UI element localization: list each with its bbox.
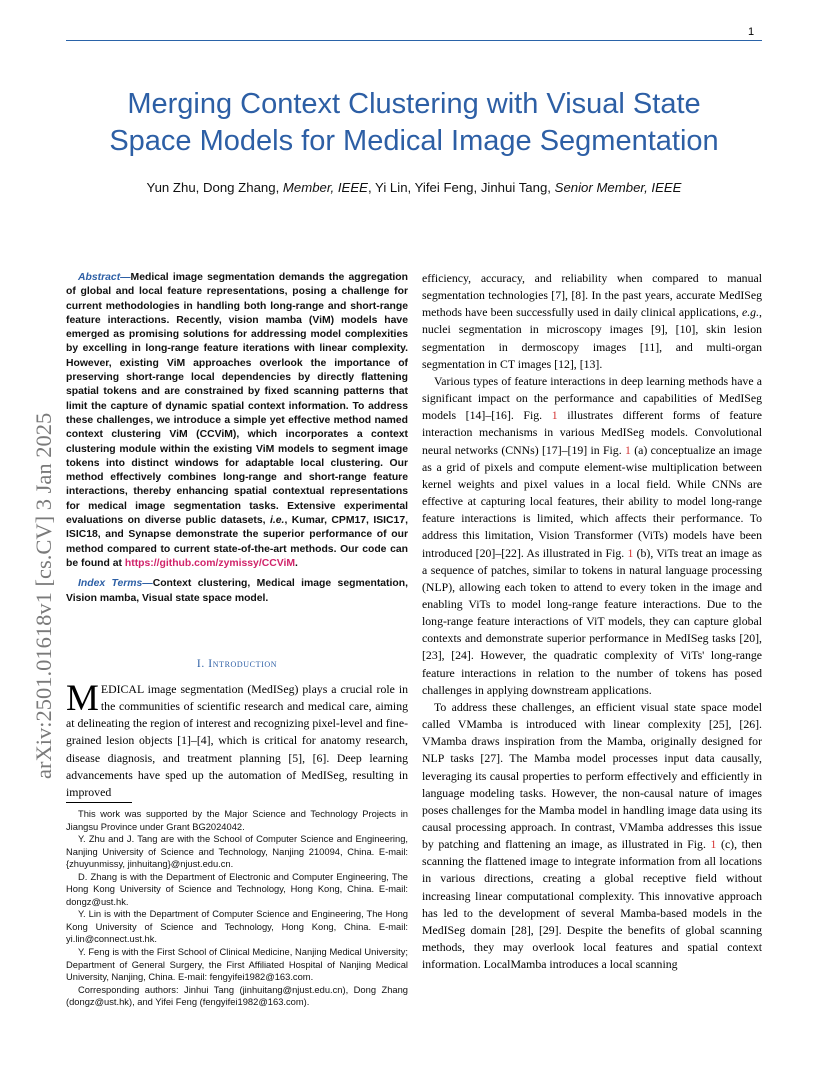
abstract-label: Abstract— [78, 272, 131, 283]
right-text-3b: (c), then scanning the flattened image to integrate information from all locations in various directions, creating a global receptive field without increasing linear computational complexity. This innovative approach has led to the development of several Mamba-based models in the MedISeg domain [28], [29]. Despite the benefits of global scanning methods, they may overlook local features and spatial context information. LocalMamba introduces a local scanning [422, 837, 762, 972]
authors-role-2: Senior Member, IEEE [554, 180, 682, 195]
right-text-2a: Various types of feature interactions in deep learning methods have a significant impact on the performance and capabilities of MedISeg models [14]–[16]. Fig. [422, 373, 762, 423]
intro-left-column [66, 678, 408, 801]
authors-part-1: Yun Zhu, Dong Zhang, [146, 180, 280, 195]
page-number: 1 [748, 26, 755, 38]
right-column [422, 270, 762, 973]
title-line-2: Space Models for Medical Image Segmentation [109, 125, 719, 157]
footnote-affiliation-lin: Y. Lin is with the Department of Computer Science and Engineering, The Hong Kong University of Science and Technology, Hong Kong, China. E-mail: yi.lin@connect.ust.hk. [66, 909, 408, 945]
right-text-1b: , nuclei segmentation in microscopy images [9], [10], skin lesion segmentation in dermoscopy images [11], and multi-organ segmentation in CT images [12], [13]. [422, 305, 762, 371]
right-eg: e.g. [742, 305, 760, 320]
index-terms-label: Index Terms— [78, 578, 153, 590]
code-link[interactable]: https://github.com/zymissy/CCViM [124, 557, 296, 569]
index-terms [66, 577, 408, 606]
arxiv-side-stamp: arXiv:2501.01618v1 [cs.CV] 3 Jan 2025 [31, 412, 56, 779]
header-rule [66, 40, 762, 41]
footnote-rule [66, 802, 132, 803]
abstract-text-2: , Kumar, CPM17, ISIC17, ISIC18, and Synapse demonstrate the superior performance of our method compared to current state-of-the-art methods. Our code can be found at [66, 515, 408, 569]
fig-ref-2[interactable]: 1 [624, 442, 631, 457]
intro-paragraph-1 [66, 678, 408, 801]
right-text-2b: illustrates different forms of feature interaction mechanisms in various MedISeg models. Convolutional neural networks (CNNs) [17]–[19] in Fig. [422, 408, 763, 457]
abstract-ie: i.e. [269, 515, 285, 527]
section-heading-introduction: I. Introduction [196, 658, 278, 670]
author-list [40, 180, 788, 195]
abstract-end: . [295, 557, 298, 569]
fig-ref-3[interactable]: 1 [627, 545, 634, 560]
authors-role-1: Member, IEEE [282, 180, 368, 195]
right-paragraph-3 [422, 699, 762, 974]
footnote-affiliation-zhang: D. Zhang is with the Department of Electronic and Computer Engineering, The Hong Kong University of Science and Technology, Hong Kong, China. E-mail: dongz@ust.hk. [66, 871, 408, 907]
right-text-2c: (a) conceptualize an image as a grid of pixels and compute element-wise multiplication between kernel weights and pixel values in a local field. While CNNs are effective at capturing local features, their ability to model long-range feature interactions is limited, which affects their performance. To address this limitation, Vision Transformer (ViTs) models have been introduced [20]–[22]. As illustrated in Fig. [422, 442, 763, 560]
right-text-1a: efficiency, accuracy, and reliability when compared to manual segmentation technologies [7], [8]. In the past years, accurate MedISeg methods have been successfully used in daily clinical applications, [422, 271, 762, 320]
paper-title [40, 86, 788, 160]
footnote-affiliation-feng: Y. Feng is with the First School of Clinical Medicine, Nanjing Medical University; Department of General Surgery, the First Affiliated Hospital of Nanjing Medical University, Nanjing, China. E-mail: fengyifei1982@163.com. [66, 947, 408, 983]
right-text-2d: (b), ViTs treat an image as a sequence of patches, similar to tokens in natural language processing (NLP), allowing each token to attend to every token in the image and enabling ViTs to model long-range feature interactions. Due to the long-range feature interactions of ViT models, they can capture global contexts and demonstrate superior performance in MedISeg tasks [20], [23], [24]. However, the quadratic complexity of ViTs' long-range feature interactions in relation to the number of tokens has posed challenges in applying downstream applications. [422, 545, 763, 697]
right-text-3a: To address these challenges, an efficient visual state space model called VMamba is introduced with linear complexity [25], [26]. VMamba draws inspiration from the Mamba, originally designed for NLP tasks [27]. The Mamba model processes input data causally, leveraging its causal properties to perform effectively and efficiently in language modeling tasks. However, the non-causal nature of images poses challenges for the Mamba model in handling image data using its causal processing approach. In contrast, VMamba addresses this issue by patching and flattening an image, as illustrated in Fig. [422, 699, 762, 852]
right-paragraph-1 [422, 270, 762, 373]
intro-text-1: EDICAL image segmentation (MedISeg) plays a crucial role in the communities of scientific research and medical care, aiming at delineating the region of interest and recognizing pixel-level and fine-grained lesion objects [1]–[4], which is critical for anatomy research, disease diagnosis, and treatment planning [5], [6]. Deep learning advancements have sped up the automation of MedISeg, resulting in improved [66, 682, 408, 799]
authors-part-2: , Yi Lin, Yifei Feng, Jinhui Tang, [367, 180, 551, 195]
fig-ref-4[interactable]: 1 [710, 837, 717, 852]
index-terms-text: Context clustering, Medical image segmentation, Vision mamba, Visual state space model. [66, 578, 408, 604]
footnotes [66, 808, 408, 1009]
right-paragraph-2 [422, 373, 762, 699]
abstract-block [66, 271, 408, 606]
drop-cap: M [66, 678, 99, 719]
footnote-funding: This work was supported by the Major Science and Technology Projects in Jiangsu Province under Grant BG2024042. [66, 809, 408, 832]
footnote-affiliation-zhu-tang: Y. Zhu and J. Tang are with the School of Computer Science and Engineering, Nanjing University of Science and Technology, Nanjing 210094, China. E-mail: {zhuyunmissy, jinhuitang}@njust.edu.cn. [66, 834, 408, 870]
footnote-corresponding: Corresponding authors: Jinhui Tang (jinhuitang@njust.edu.cn), Dong Zhang (dongz@ust.hk), and Yifei Feng (fengyifei1982@163.com). [66, 984, 408, 1008]
abstract-text: Medical image segmentation demands the aggregation of global and local feature representations, posing a challenge for current methodologies in handling both long-range and short-range feature interactions. Recently, vision mamba (ViM) models have emerged as promising solutions for addressing model complexities by excelling in long-range feature iterations with linear complexity. However, existing ViM approaches overlook the importance of preserving short-range local dependencies by directly flattening spatial tokens and are constrained by fixed scanning patterns that limit the capture of dynamic spatial context information. To address these challenges, we introduce a simple yet effective method named context clustering ViM (CCViM), which incorporates a context clustering module within the existing ViM models to segment image tokens into distinct windows for adaptable local clustering. Our method effectively combines long-range and short-range feature interactions, thereby enhancing spatial contextual representations for medical image segmentation tasks. Extensive experimental evaluations on diverse public datasets, [66, 272, 408, 527]
fig-ref-1[interactable]: 1 [551, 408, 558, 423]
abstract-paragraph [66, 271, 408, 571]
title-line-1: Merging Context Clustering with Visual State [127, 88, 701, 120]
